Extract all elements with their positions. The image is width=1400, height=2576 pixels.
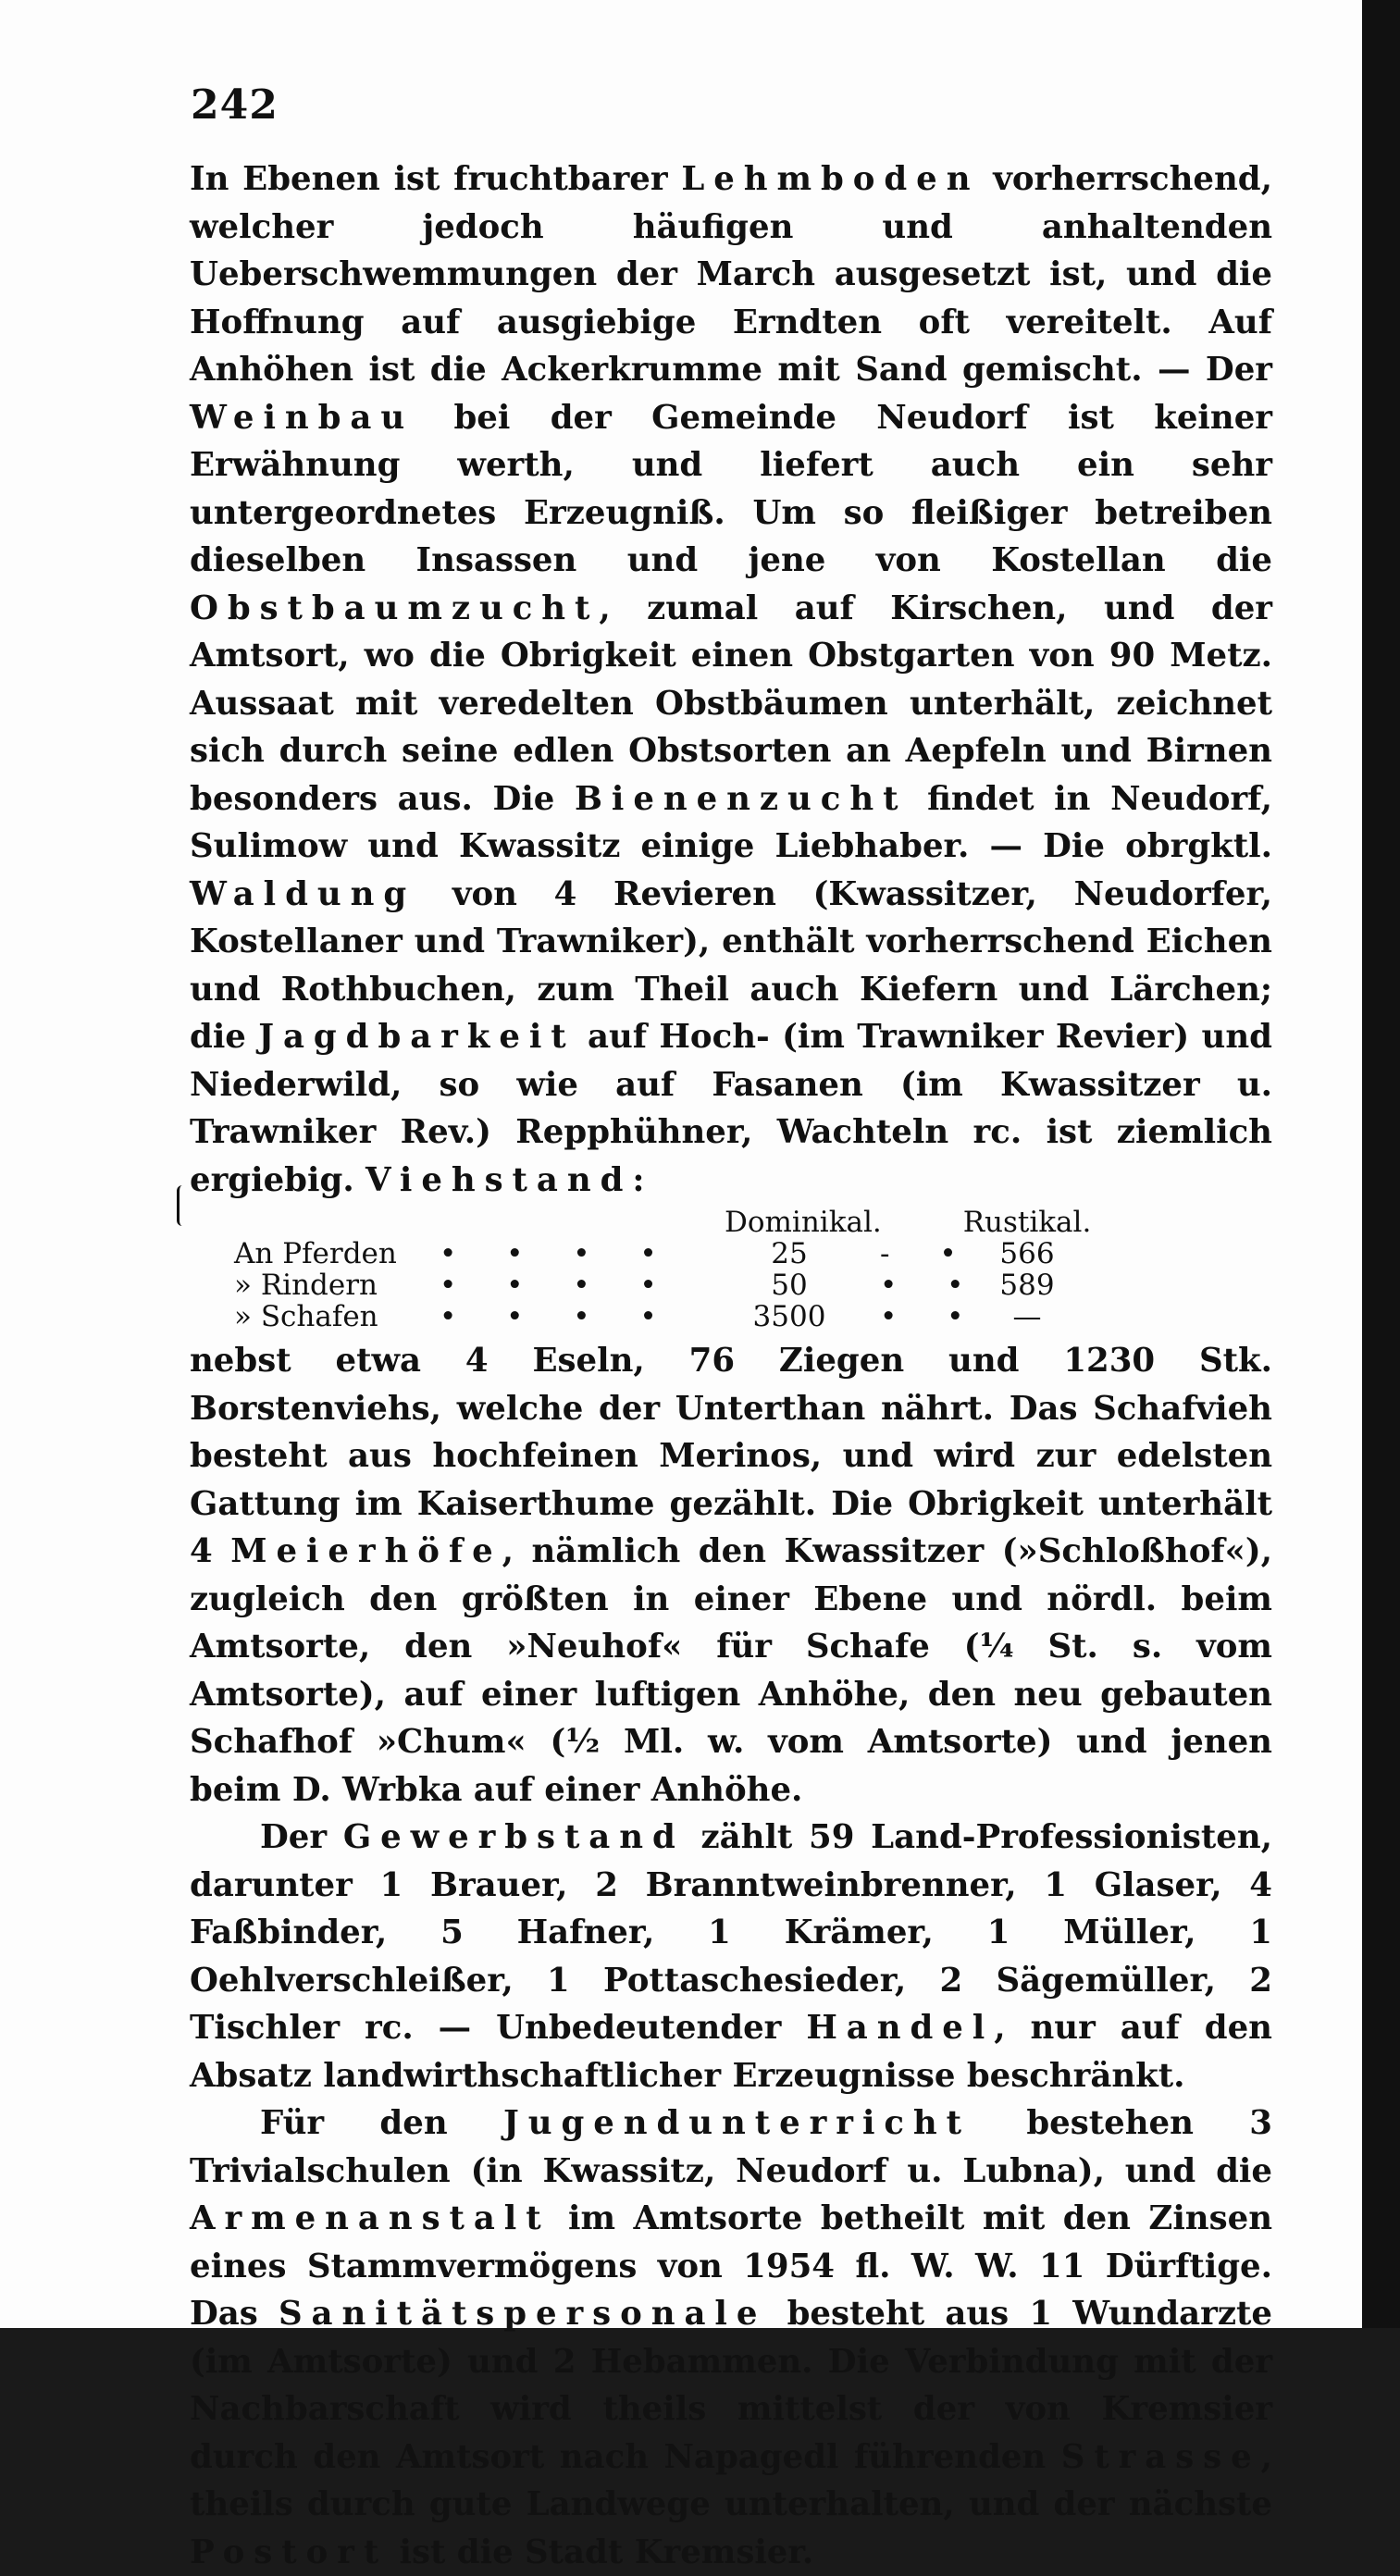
scan-edge [1362, 0, 1400, 2328]
row-label: » Schafen [234, 1300, 378, 1333]
spaced-term: Bienenzucht [574, 779, 908, 818]
ink-mark [177, 1185, 191, 1226]
leader-dots: • • [880, 1269, 985, 1302]
leader-dots: - • [880, 1237, 977, 1270]
table-row [190, 1300, 1272, 1334]
spaced-term: Viehstand [365, 1160, 633, 1199]
dominikal-value: 3500 [752, 1300, 826, 1333]
spaced-term: Gewerbstand [342, 1818, 685, 1856]
spaced-term: Postort [190, 2533, 389, 2571]
paragraph-trades: Der Gewerbstand zählt 59 Land-Professionisten, darunter 1 Brauer, 2 Branntweinbrenner, 1 Glaser, 4 Faßbinder, 5 Hafner, 1 Krämer, 1 Müller, 1 Oehlverschleißer, 1 Pottaschesieder, 2 Sägemüller, 2 Tischler rc. — Unbedeutender Handel, nur auf den Absatz landwirthschaftlicher Erzeugnisse beschränkt. [190, 1818, 1273, 2095]
paragraph-livestock-and-farms: nebst etwa 4 Eseln, 76 Ziegen und 1230 Stk. Borstenviehs, welche der Unterthan nährt. Das Schafvieh besteht aus hochfeinen Merinos, und wird zur edelsten Gattung im Kaiserthume gezählt. Die Obrigkeit unterhält 4 Meierhöfe, nämlich den Kwassitzer (»Schloßhof«), zugleich den größten in einer Ebene und nördl. beim Amtsorte, den »Neuhof« für Schafe (¼ St. s. vom Amtsorte), auf einer luftigen Anhöhe, den neu gebauten Schafhof »Chum« (½ Ml. w. vom Amtsorte) und jenen beim D. Wrbka auf einer Anhöhe. [190, 1342, 1273, 1809]
spaced-term: Waldung [190, 874, 416, 913]
spaced-term: Strasse [1060, 2437, 1261, 2476]
leader-dots: • • [880, 1300, 985, 1333]
leader-dots: • • • • [440, 1300, 677, 1333]
table-header [190, 1206, 1272, 1240]
spaced-term: Jugendunterricht [503, 2104, 972, 2142]
dominikal-value: 25 [771, 1237, 808, 1270]
rustikal-value: 566 [999, 1237, 1055, 1270]
header-dominikal: Dominikal. [725, 1206, 882, 1239]
row-label: » Rindern [234, 1269, 378, 1302]
spaced-term: Sanitätspersonale [278, 2295, 767, 2333]
spaced-term: Armenanstalt [190, 2199, 551, 2237]
row-label: An Pferden [234, 1237, 397, 1270]
table-row [190, 1269, 1272, 1303]
spaced-term: Weinbau [190, 398, 415, 437]
spaced-term: Meierhöfe [230, 1532, 502, 1570]
page-number: 242 [191, 81, 279, 129]
dominikal-value: 50 [771, 1269, 808, 1302]
spaced-term: Obstbaumzucht [190, 588, 600, 627]
rustikal-value: — [1012, 1300, 1042, 1333]
paragraph-soil-and-cultivation: In Ebenen ist fruchtbarer Lehmboden vorherrschend, welcher jedoch häufigen und anhaltenden Ueberschwemmungen der March ausgesetzt ist, und die Hoffnung auf ausgiebige Erndten oft vereitelt. Auf Anhöhen ist die Ackerkrumme mit Sand gemischt. — Der Weinbau bei der Gemeinde Neudorf ist keiner Erwähnung werth, und liefert auch ein sehr untergeordnetes Erzeugniß. Um so fleißiger betreiben dieselben Insassen und jene von Kostellan die Obstbaumzucht, zumal auf Kirschen, und der Amtsort, wo die Obrigkeit einen Obstgarten von 90 Metz. Aussaat mit veredelten Obstbäumen unterhält, zeichnet sich durch seine edlen Obstsorten an Aepfeln und Birnen besonders aus. Die Bienenzucht findet in Neudorf, Sulimow und Kwassitz einige Liebhaber. — Die obrgktl. Waldung von 4 Revieren (Kwassitzer, Neudorfer, Kostellaner und Trawniker), enthält vorherrschend Eichen und Rothbuchen, zum Theil auch Kiefern und Lärchen; die Jagdbarkeit auf Hoch- (im Trawniker Revier) und Niederwild, so wie auf Fasanen (im Kwassitzer u. Trawniker Rev.) Repphühner, Wachteln rc. ist ziemlich ergiebig. Viehstand: [190, 160, 1273, 1199]
rustikal-value: 589 [999, 1269, 1055, 1302]
spaced-term: Lehmboden [681, 160, 980, 198]
spaced-term: Handel [806, 2009, 995, 2047]
spaced-term: Jagdbarkeit [258, 1018, 576, 1056]
livestock-table [190, 1206, 1272, 1333]
paragraph-education-and-services: Für den Jugendunterricht bestehen 3 Trivialschulen (in Kwassitz, Neudorf u. Lubna), und die Armenanstalt im Amtsorte betheilt mit den Zinsen eines Stammvermögens von 1954 fl. W. W. 11 Dürftige. Das Sanitätspersonale besteht aus 1 Wundarzte (im Amtsorte) und 2 Hebammen. Die Verbindung mit der Nachbarschaft wird theils mittelst der von Kremsier durch den Amtsort nach Napagedl führenden Strasse, theils durch gute Landwege unterhalten, und der nächste Postort ist die Stadt Kremsier. [190, 2104, 1272, 2571]
table-row [190, 1237, 1272, 1271]
leader-dots: • • • • [440, 1237, 677, 1270]
header-rustikal: Rustikal. [962, 1206, 1092, 1239]
leader-dots: • • • • [440, 1269, 677, 1302]
page-body [190, 155, 1272, 2576]
